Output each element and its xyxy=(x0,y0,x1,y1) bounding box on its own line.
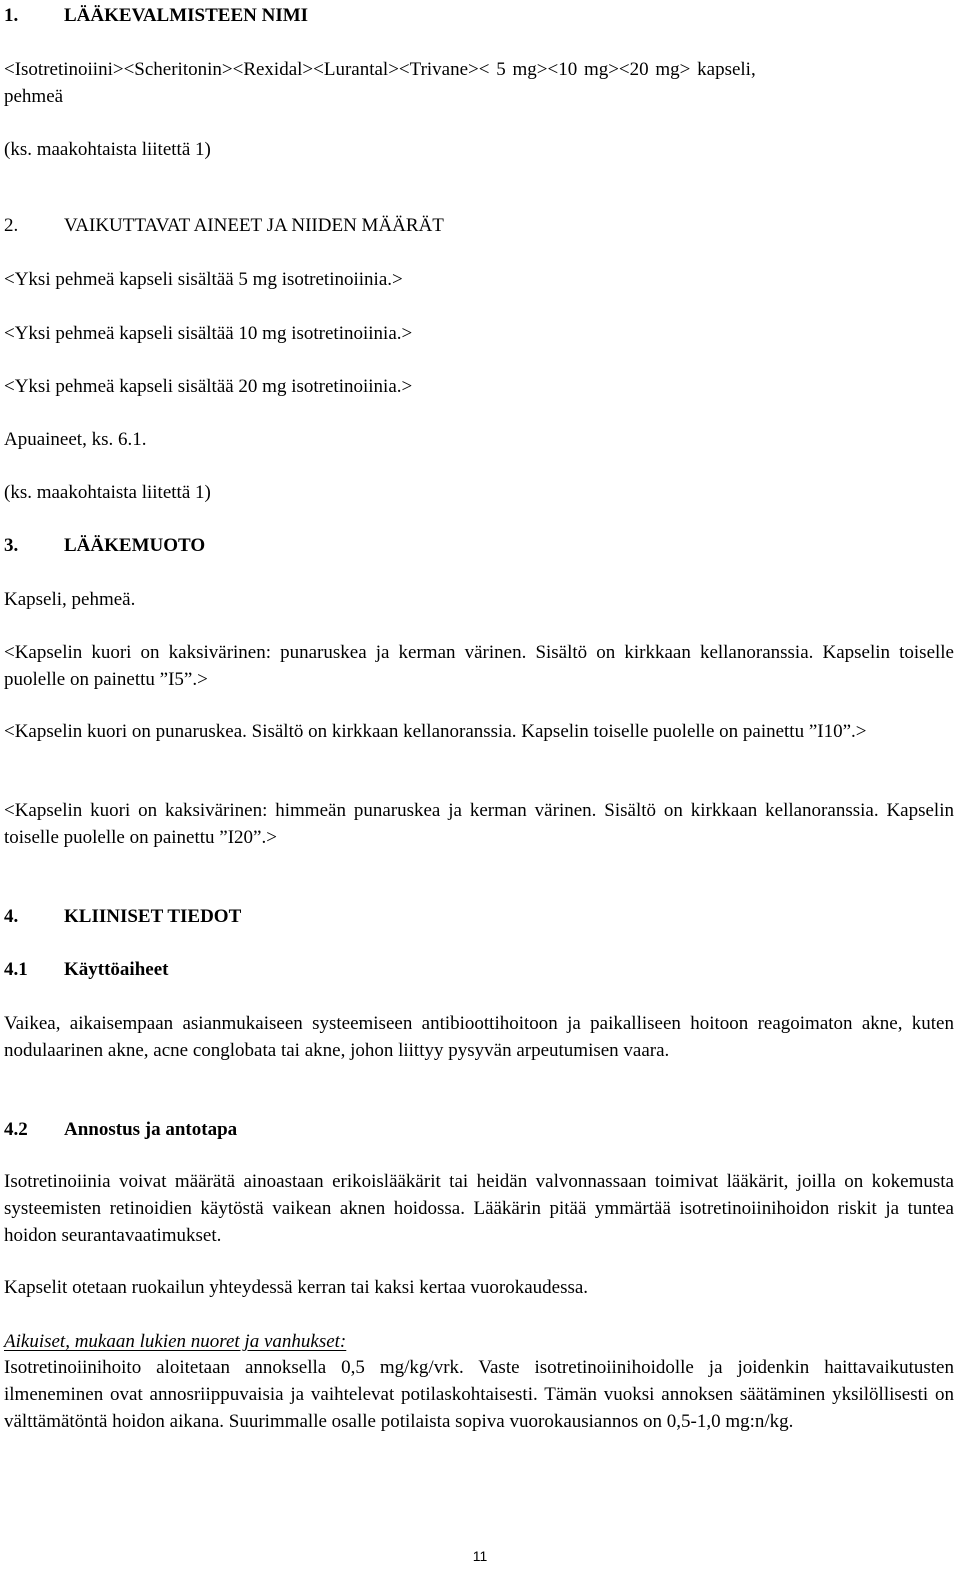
section-2-number: 2. xyxy=(4,215,19,236)
section-4-title: KLIINISET TIEDOT xyxy=(64,906,242,927)
section-4-heading xyxy=(4,903,954,930)
section-3-number: 3. xyxy=(4,535,19,556)
page-number: 11 xyxy=(472,1548,488,1564)
subsection-4-1-title: Käyttöaiheet xyxy=(64,959,169,980)
subsection-4-1-heading xyxy=(4,956,954,983)
section-4-number: 4. xyxy=(4,906,19,927)
strength-10mg: <Yksi pehmeä kapseli sisältää 10 mg isotretinoiinia.> xyxy=(4,323,413,344)
section-1-title: LÄÄKEVALMISTEEN NIMI xyxy=(64,5,309,26)
subsection-4-1-number: 4.1 xyxy=(4,959,28,980)
indications-text: Vaikea, aikaisempaan asianmukaiseen systeemiseen antibioottihoitoon ja paikalliseen hoitoon reagoimaton akne, kuten nodulaarinen akne, acne conglobata tai akne, johon liittyy pysyvän arpeutumisen vaara. xyxy=(4,1013,954,1061)
subsection-4-2-heading xyxy=(4,1116,954,1143)
section-2-title: VAIKUTTAVAT AINEET JA NIIDEN MÄÄRÄT xyxy=(64,215,444,236)
pharmaceutical-form: Kapseli, pehmeä. xyxy=(4,589,136,610)
adults-subheading-text: Aikuiset, mukaan lukien nuoret ja vanhukset: xyxy=(4,1331,347,1352)
capsule-description-5mg: <Kapselin kuori on kaksivärinen: punaruskea ja kerman värinen. Sisältö on kirkkaan kellanoranssia. Kapselin toiselle puolelle on painettu ”I5”.> xyxy=(4,642,954,690)
strength-20mg: <Yksi pehmeä kapseli sisältää 20 mg isotretinoiinia.> xyxy=(4,376,413,397)
section-2-heading xyxy=(4,212,954,239)
section-1-number: 1. xyxy=(4,5,19,26)
adults-dosage-text: Isotretinoiinihoito aloitetaan annoksella 0,5 mg/kg/vrk. Vaste isotretinoiinihoidolle ja joidenkin haittavaikutusten ilmeneminen ovat annosriippuvaisia ja vaihtelevat potilaskohtaisesti. Tämän vuoksi annoksen säätäminen yksilöllisesti on välttämätöntä hoidon aikana. Suurimmalle osalle potilaista sopiva vuorokausiannos on 0,5-1,0 mg:n/kg. xyxy=(4,1357,954,1432)
see-annex-note-1: (ks. maakohtaista liitettä 1) xyxy=(4,139,211,160)
excipients-note: Apuaineet, ks. 6.1. xyxy=(4,429,147,450)
section-1-heading xyxy=(4,2,954,29)
posology-paragraph-1: Isotretinoiinia voivat määrätä ainoastaan erikoislääkärit tai heidän valvonnassaan toimivat lääkärit, joilla on kokemusta systeemisten retinoidien käytöstä vaikean aknen hoidossa. Lääkärin pitää ymmärtää isotretinoiinihoidon riskit ja tuntea hoidon seurantavaatimukset. xyxy=(4,1171,954,1246)
adults-subheading xyxy=(4,1328,954,1355)
subsection-4-2-number: 4.2 xyxy=(4,1119,28,1140)
strength-5mg: <Yksi pehmeä kapseli sisältää 5 mg isotretinoiinia.> xyxy=(4,269,403,290)
section-3-title: LÄÄKEMUOTO xyxy=(64,535,206,556)
posology-paragraph-2: Kapselit otetaan ruokailun yhteydessä kerran tai kaksi kertaa vuorokaudessa. xyxy=(4,1277,589,1298)
see-annex-note-2: (ks. maakohtaista liitettä 1) xyxy=(4,482,211,503)
product-name-line-1: <Isotretinoiini><Scheritonin><Rexidal><Lurantal><Trivane>< 5 mg><10 mg><20 mg> kapseli, xyxy=(4,59,756,80)
capsule-description-10mg: <Kapselin kuori on punaruskea. Sisältö on kirkkaan kellanoranssia. Kapselin toiselle puolelle on painettu ”I10”.> xyxy=(4,721,867,742)
section-3-heading xyxy=(4,532,954,559)
product-name-line-2: pehmeä xyxy=(4,86,64,107)
subsection-4-2-title: Annostus ja antotapa xyxy=(64,1119,238,1140)
capsule-description-20mg: <Kapselin kuori on kaksivärinen: himmeän punaruskea ja kerman värinen. Sisältö on kirkkaan kellanoranssia. Kapselin toiselle puolelle on painettu ”I20”.> xyxy=(4,800,954,848)
